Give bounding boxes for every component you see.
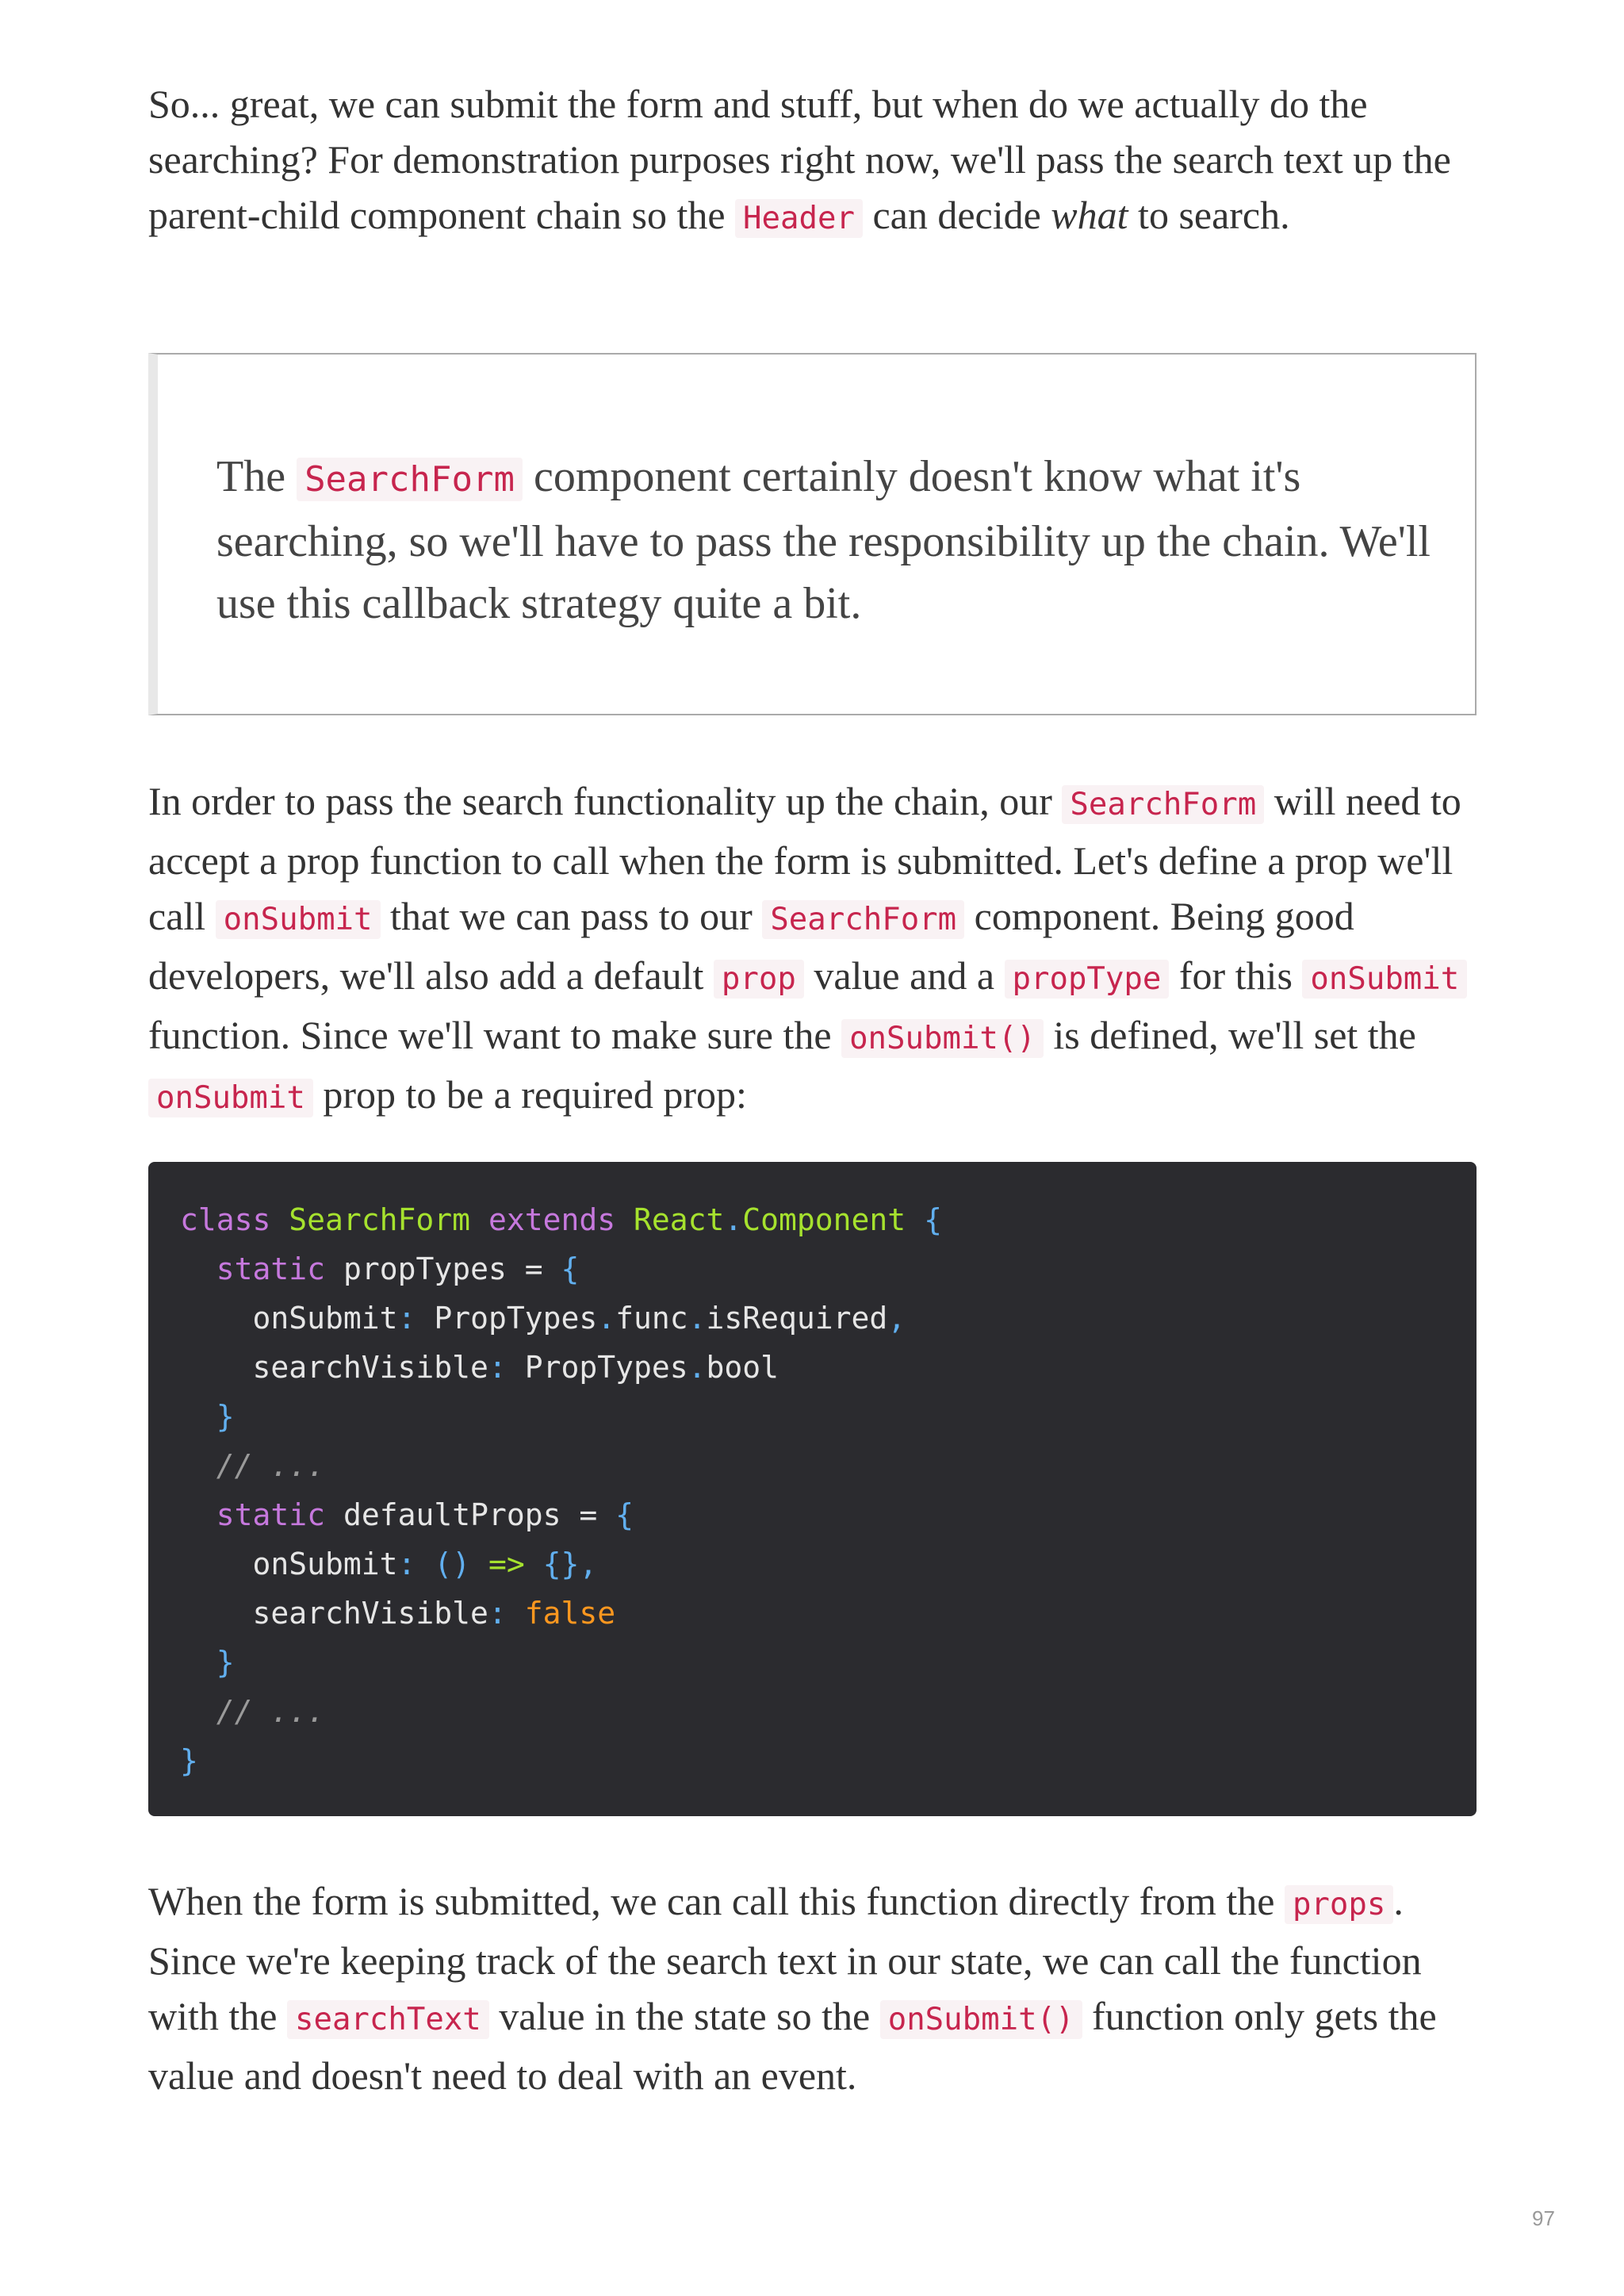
code-token: :	[488, 1596, 507, 1631]
code-token: {	[561, 1251, 580, 1286]
inline-code: props	[1285, 1885, 1393, 1924]
code-token: =>	[488, 1547, 525, 1581]
code-token: .	[688, 1301, 707, 1336]
text-run: function. Since we'll want to make sure the	[148, 1013, 842, 1057]
text-run: for this	[1169, 953, 1303, 998]
code-comment: // ...	[216, 1448, 326, 1483]
code-token: false	[524, 1596, 616, 1631]
code-token: Component	[742, 1202, 906, 1237]
text-run: is defined, we'll set the	[1043, 1013, 1416, 1057]
code-token: =	[579, 1497, 598, 1532]
code-token: {	[615, 1497, 634, 1532]
paragraph-submit	[148, 1873, 1480, 2103]
inline-code: onSubmit	[148, 1079, 313, 1117]
text-run: function only gets the value and doesn't need to deal with an event.	[148, 1994, 1437, 2098]
code-token: ,	[579, 1547, 598, 1581]
code-token: SearchForm	[289, 1202, 471, 1237]
code-token: onSubmit	[252, 1547, 398, 1581]
code-token: defaultProps	[343, 1497, 561, 1532]
code-token: }	[216, 1399, 235, 1434]
code-token: {	[924, 1202, 942, 1237]
text-run: So... great, we can submit the form and stuff, but when do we actually do the searching? For demonstration purposes right now, we'll pass the search text up the parent-child component chain so the	[148, 82, 1451, 237]
code-token: isRequired	[706, 1301, 888, 1336]
inline-code: onSubmit	[216, 900, 381, 939]
text-run: component. Being good developers, we'll also add a default	[148, 894, 1354, 998]
code-token: PropTypes	[434, 1301, 598, 1336]
code-token: bool	[706, 1350, 779, 1385]
text-run: . Since we're keeping track of the search text in our state, we can call the function with the	[148, 1879, 1422, 2038]
text-run: The	[216, 452, 297, 501]
text-run: value in the state so the	[488, 1994, 880, 2038]
code-token: .	[597, 1301, 616, 1336]
text-run: When the form is submitted, we can call this function directly from the	[148, 1879, 1285, 1923]
code-token: extends	[488, 1202, 616, 1237]
code-token: .	[724, 1202, 743, 1237]
inline-code: SearchForm	[297, 458, 523, 501]
text-run: to search.	[1128, 193, 1290, 237]
blockquote	[148, 353, 1477, 715]
code-comment: // ...	[216, 1694, 326, 1729]
inline-code: SearchForm	[1062, 785, 1264, 824]
code-token: class	[180, 1202, 271, 1237]
code-block	[148, 1162, 1477, 1816]
text-run: will need to accept a prop function to call when the form is submitted. Let's define a prop we'll call	[148, 779, 1461, 938]
emphasis: what	[1051, 193, 1128, 237]
blockquote-text	[216, 446, 1438, 634]
code-token: PropTypes	[524, 1350, 688, 1385]
code-token: :	[397, 1301, 416, 1336]
inline-code: propType	[1005, 960, 1170, 999]
code-token: searchVisible	[252, 1596, 488, 1631]
code-token: onSubmit	[252, 1301, 398, 1336]
code-token: }	[180, 1743, 198, 1778]
text-run: In order to pass the search functionality up the chain, our	[148, 779, 1063, 823]
code-token: static	[216, 1251, 326, 1286]
code-token: :	[488, 1350, 507, 1385]
paragraph-intro	[148, 76, 1480, 247]
code-token: }	[216, 1645, 235, 1680]
code-token: ()	[434, 1547, 471, 1581]
code-token: :	[397, 1547, 416, 1581]
text-run: component certainly doesn't know what it's searching, so we'll have to pass the responsibility up the chain. We'll use this callback strategy quite a bit.	[216, 452, 1431, 628]
code-token: static	[216, 1497, 326, 1532]
inline-code: onSubmit()	[880, 2000, 1082, 2039]
inline-code: searchText	[287, 2000, 489, 2039]
text-run: can decide	[862, 193, 1051, 237]
inline-code: onSubmit()	[841, 1019, 1044, 1058]
code-token: .	[688, 1350, 707, 1385]
text-run: that we can pass to our	[380, 894, 763, 938]
page-number: 97	[1532, 2206, 1555, 2230]
paragraph-onsubmit	[148, 773, 1480, 1126]
code-listing	[180, 1195, 942, 1785]
text-run: prop to be a required prop:	[312, 1072, 747, 1117]
code-token: {}	[542, 1547, 580, 1581]
inline-code: SearchForm	[762, 900, 964, 939]
code-token: propTypes	[343, 1251, 507, 1286]
inline-code: prop	[714, 960, 804, 999]
code-token: =	[524, 1251, 543, 1286]
inline-code: onSubmit	[1302, 960, 1467, 999]
code-token: React	[634, 1202, 725, 1237]
text-run: value and a	[803, 953, 1005, 998]
code-token: searchVisible	[252, 1350, 488, 1385]
code-token: ,	[887, 1301, 906, 1336]
inline-code: Header	[735, 199, 863, 238]
code-token: func	[615, 1301, 688, 1336]
